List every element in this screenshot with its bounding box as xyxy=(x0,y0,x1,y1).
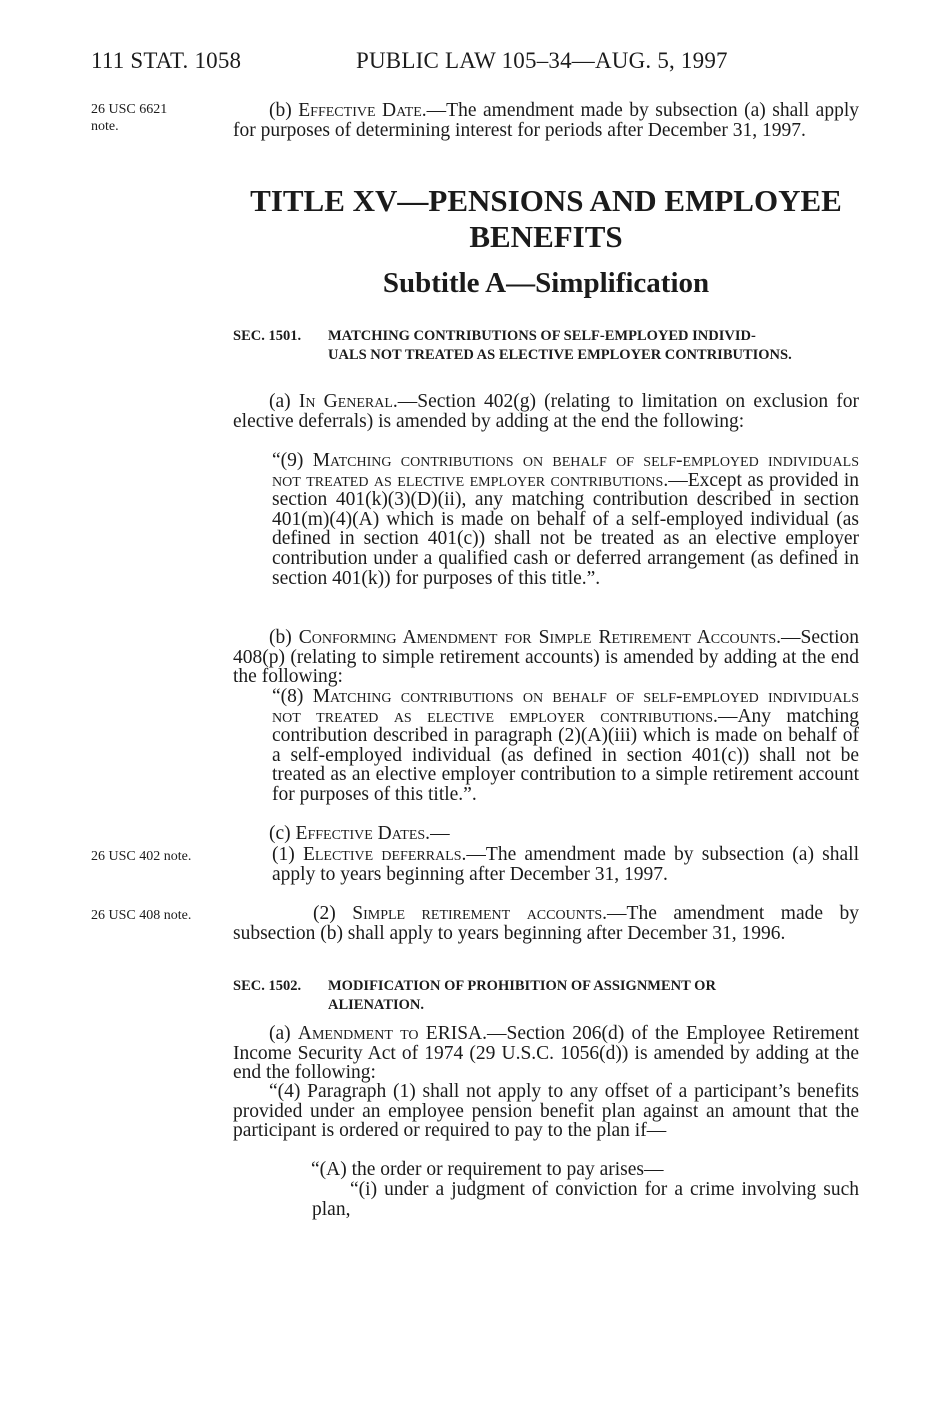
sec1502-subparagraph-A: “(A) the order or requirement to pay arises— xyxy=(311,1159,664,1180)
sec1502-paragraph-4: “(4) Paragraph (1) shall not apply to any offset of a participant’s benefits provided under an employee pension benefit plan against an amount that the participant is ordered or required to pay to the plan if— xyxy=(233,1081,859,1142)
sec1501-paragraph-8: “(8) Matching contributions on behalf of self-employed individuals not treated as elective employer contributions.—Any matching contribution described in paragraph (2)(A)(iii) which is made on behalf of a self-employed individual (as defined in section 401(c)) shall not be treated as an elective employer contribution to a simple retirement account for purposes of this title.”. xyxy=(272,686,859,805)
sec1501-subsection-c: (c) Effective Dates.— xyxy=(269,823,450,844)
section-1501-heading: SEC. 1501. MATCHING CONTRIBUTIONS OF SELF-EMPLOYED INDIVID- xyxy=(233,328,756,344)
margin-note-usc-408: 26 USC 408 note. xyxy=(91,908,192,923)
running-header: PUBLIC LAW 105–34—AUG. 5, 1997 xyxy=(356,48,728,73)
sec1501-paragraph-9: “(9) Matching contributions on behalf of self-employed individuals not treated as elective employer contributions.—Except as provided in section 401(k)(3)(D)(ii), any matching contribution described in section 401(m)(4)(A) which is made on behalf of a self-employed individual (as defined in section 401(c)) shall not be treated as an elective employer contribution under a qualified cash or deferred arrangement (as defined in section 401(k)) for purposes of this title.”. xyxy=(272,450,859,589)
margin-note-usc-6621: 26 USC 6621 note. xyxy=(91,102,168,134)
sec1501-c-paragraph-1: (1) Elective deferrals.—The amendment made by subsection (a) shall apply to years beginning after December 31, 1997. xyxy=(272,844,859,885)
subtitle-heading: Subtitle A—Simplification xyxy=(382,267,710,299)
section-1502-heading-cont: ALIENATION. xyxy=(328,997,425,1013)
section-1501-heading-cont: UALS NOT TREATED AS ELECTIVE EMPLOYER CONTRIBUTIONS. xyxy=(328,347,792,363)
title-heading: TITLE XV—PENSIONS AND EMPLOYEE BENEFITS xyxy=(250,183,842,254)
effective-date-paragraph: (b) Effective Date.—The amendment made by subsection (a) shall apply for purposes of determining interest for periods after December 31, 1997. xyxy=(233,100,859,141)
page-stat-number: 111 STAT. 1058 xyxy=(91,48,242,73)
sec1501-subsection-b: (b) Conforming Amendment for Simple Retirement Accounts.—Section 408(p) (relating to simple retirement accounts) is amended by adding at the end the following: xyxy=(233,627,859,688)
section-1502-heading: SEC. 1502. MODIFICATION OF PROHIBITION OF ASSIGNMENT OR xyxy=(233,978,716,994)
margin-note-usc-402: 26 USC 402 note. xyxy=(91,849,192,864)
sec1501-c-paragraph-2: (2) Simple retirement accounts.—The amendment made by subsection (b) shall apply to years beginning after December 31, 1996. xyxy=(233,903,859,944)
sec1502-clause-i: “(i) under a judgment of conviction for a crime involving such plan, xyxy=(312,1179,859,1220)
sec1501-subsection-a: (a) In General.—Section 402(g) (relating to limitation on exclusion for elective deferrals) is amended by adding at the end the following: xyxy=(233,391,859,432)
sec1502-subsection-a: (a) Amendment to ERISA.—Section 206(d) of the Employee Retirement Income Security Act of 1974 (29 U.S.C. 1056(d)) is amended by adding at the end the following: xyxy=(233,1023,859,1084)
